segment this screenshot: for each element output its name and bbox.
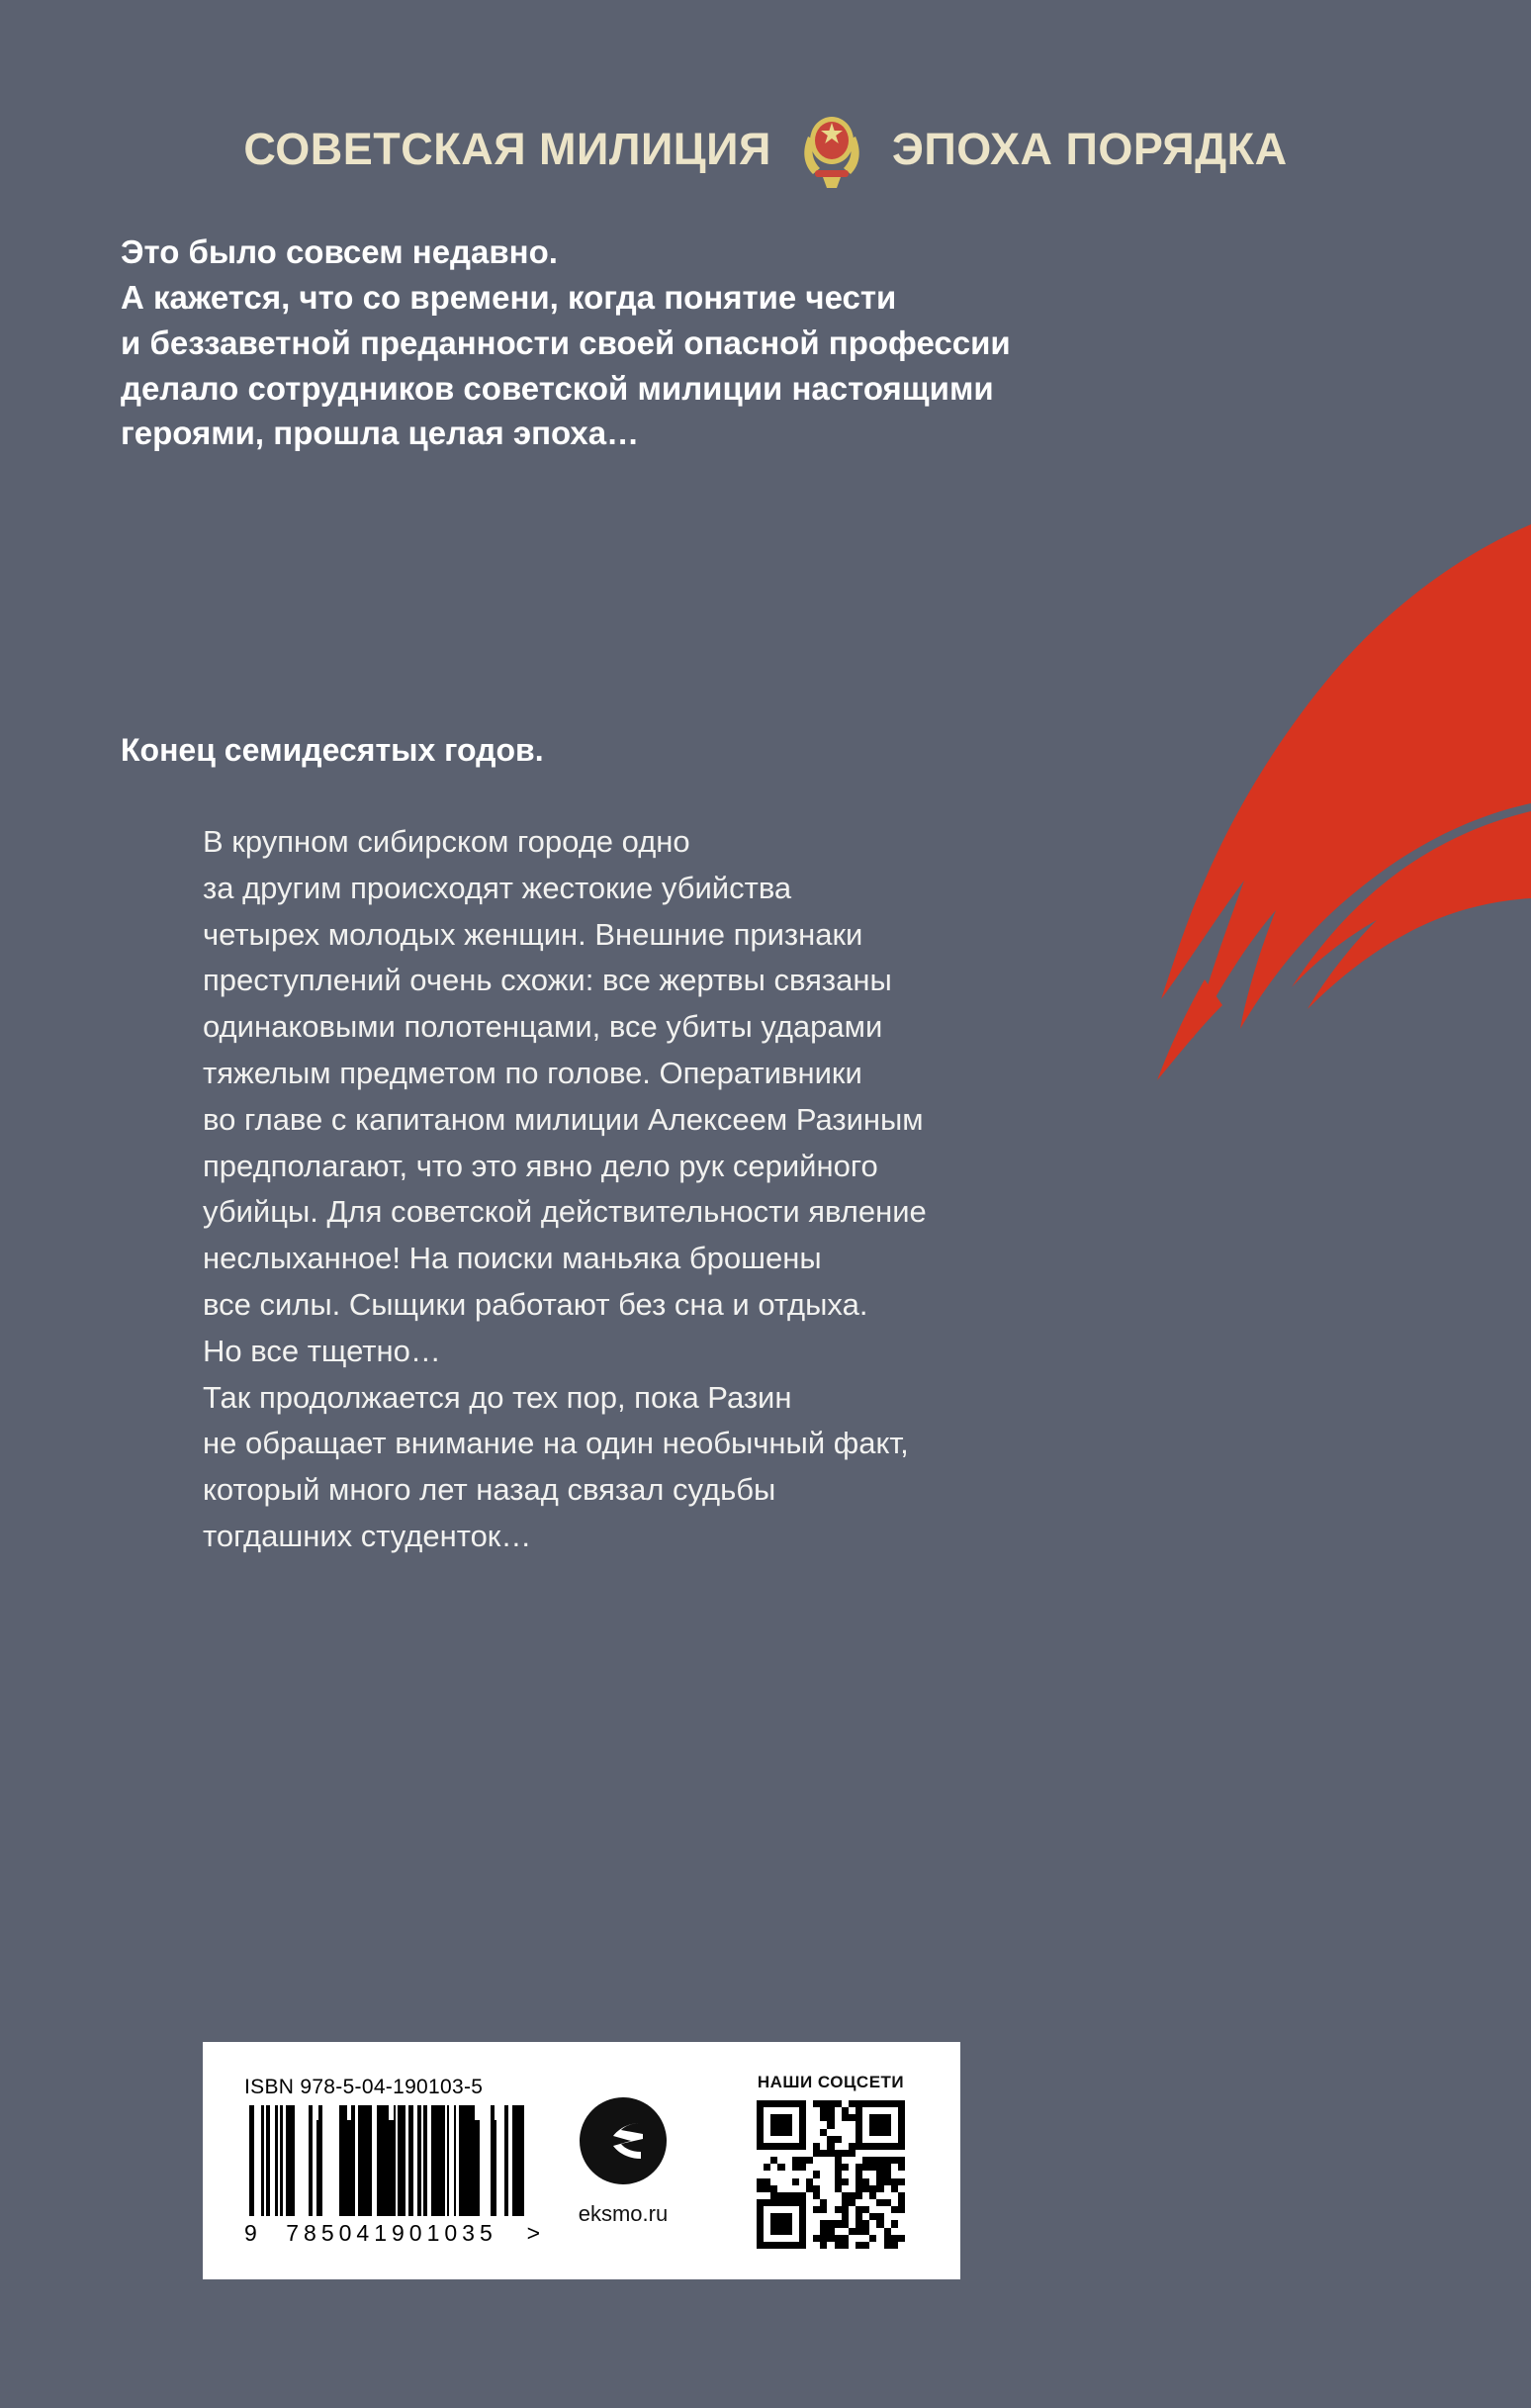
blurb-line: В крупном сибирском городе одно [203,824,690,859]
barcode-digit-group: 785041901035 [286,2219,497,2246]
intro-line: героями, прошла целая эпоха… [121,415,640,452]
qr-code-icon[interactable] [757,2100,905,2249]
barcode-digit-lead: 9 [244,2219,258,2246]
blurb-line: преступлений очень схожи: все жертвы связаны [203,963,892,998]
intro-line: делало сотрудников советской милиции настоящими [121,369,994,407]
soviet-coat-of-arms-icon [793,107,870,192]
blurb-line: не обращает внимание на один необычный факт, [203,1426,909,1461]
isbn-text: ISBN 978-5-04-190103-5 [244,2075,484,2098]
barcode-digit-tail: > [526,2219,541,2246]
blurb-line: Так продолжается до тех пор, пока Разин [203,1379,792,1415]
series-header [0,107,1531,192]
intro-line: Это было совсем недавно. [121,233,558,270]
blurb-line: за другим происходят жестокие убийства [203,870,792,905]
social-block [717,2073,954,2249]
blurb-line: тогдашних студенток… [203,1518,532,1553]
blurb-line: убийцы. Для советской действительности явление [203,1194,927,1230]
eksmo-logo-icon [578,2095,669,2186]
blurb-subtitle: Конец семидесятых годов. [121,732,544,768]
blurb-text [203,819,1370,1560]
blurb-line: одинаковыми полотенцами, все убиты ударами [203,1009,883,1045]
blurb-line: все силы. Сыщики работают без сна и отдыха. [203,1286,868,1322]
series-title-left: СОВЕТСКАЯ МИЛИЦИЯ [243,124,771,174]
blurb-line: Но все тщетно… [203,1333,441,1368]
blurb-line: тяжелым предметом по голове. Оперативники [203,1055,862,1090]
series-title-right: ЭПОХА ПОРЯДКА [891,124,1288,174]
barcode-block [203,2075,541,2247]
intro-line: и беззаветной преданности своей опасной профессии [121,324,1011,361]
blurb-line: во главе с капитаном милиции Алексеем Разиным [203,1101,924,1137]
barcode-digits [244,2220,541,2247]
footer-panel [203,2042,960,2279]
publisher-block [529,2095,717,2227]
barcode-icon [244,2105,531,2216]
blurb-line: который много лет назад связал судьбы [203,1472,776,1508]
intro-line: А кажется, что со времени, когда понятие чести [121,278,897,316]
intro-text [121,230,1416,456]
blurb-line: предполагают, что это явно дело рук серийного [203,1148,878,1183]
publisher-url[interactable]: eksmo.ru [578,2200,669,2226]
blurb-line: неслыханное! На поиски маньяка брошены [203,1241,822,1276]
social-label: НАШИ СОЦСЕТИ [757,2073,905,2091]
blurb-line: четырех молодых женщин. Внешние признаки [203,916,863,952]
